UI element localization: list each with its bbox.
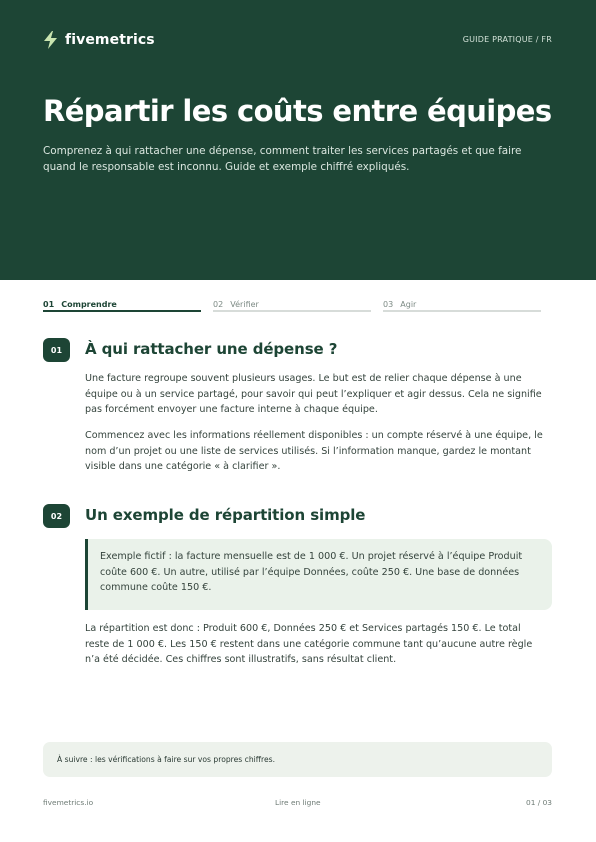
step-label: Vérifier [230,300,259,309]
section-paragraph: Commencez avec les informations réellement disponibles : un compte réservé à une équipe, le nom d’un projet ou une liste de services utilisés. Si l’information manque, gardez le montant visible dans une catégorie « à clarifier ». [85,430,543,473]
tab-comprendre[interactable] [43,292,201,312]
step-number: 03 [383,300,394,309]
tab-verifier[interactable] [213,292,371,312]
section-number-badge: 02 [43,504,70,528]
example-callout: Exemple fictif : la facture mensuelle est de 1 000 €. Un projet réservé à l’équipe Produit coûte 600 €. Un autre, utilisé par l’équipe Données, coûte 250 €. Une base de données commune coûte 150 €. [85,539,552,610]
section-title: Un exemple de répartition simple [85,506,366,524]
step-label: Agir [400,300,417,309]
guide-tag: GUIDE PRATIQUE / FR [462,35,552,44]
next-steps-note: À suivre : les vérifications à faire sur vos propres chiffres. [43,742,552,777]
section-paragraph: La répartition est donc : Produit 600 €, Données 250 € et Services partagés 150 €. Le total reste de 1 000 €. Les 150 € restent dans une catégorie commune tant qu’aucune autre règle n’a été décidée. Ces chiffres sont illustratifs, sans résultat client. [85,623,533,666]
step-tabs [43,292,540,312]
section-number-badge: 01 [43,338,70,362]
step-number: 01 [43,300,55,309]
footer-read-online-link[interactable]: Lire en ligne [275,798,321,807]
page-number: 01 / 03 [526,798,552,807]
bolt-icon [43,31,58,49]
step-label: Comprendre [61,300,117,309]
brand-logo[interactable] [43,31,155,49]
step-number: 02 [213,300,224,309]
brand-name: fivemetrics [65,32,155,48]
hero-banner [0,0,596,280]
tab-agir[interactable] [383,292,541,312]
page-subtitle: Comprenez à qui rattacher une dépense, comment traiter les services partagés et que faire quand le responsable est inconnu. Guide et exemple chiffré expliqués. [43,145,522,173]
footer-site-link[interactable]: fivemetrics.io [43,798,94,807]
section-paragraph: Une facture regroupe souvent plusieurs usages. Le but est de relier chaque dépense à une équipe ou à un service partagé, pour savoir qui peut l’expliquer et agir dessus. Cela ne signifie pas forcément envoyer une facture interne à chaque équipe. [85,373,542,416]
page-title: Répartir les coûts entre équipes [43,94,552,128]
section-title: À qui rattacher une dépense ? [85,340,338,358]
